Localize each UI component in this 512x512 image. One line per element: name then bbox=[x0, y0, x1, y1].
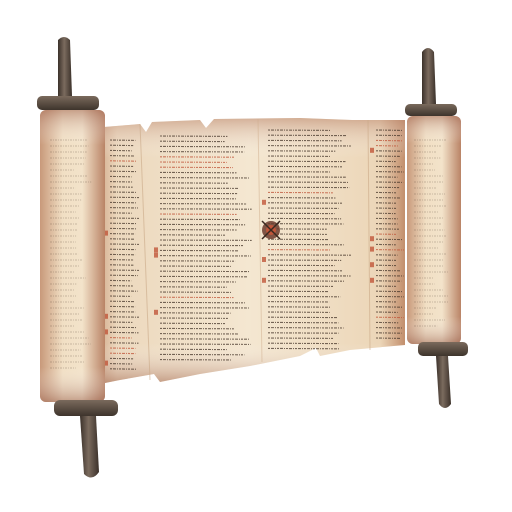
rubric-initial bbox=[262, 278, 266, 283]
right-bottom-handle bbox=[436, 356, 451, 408]
rubric-initial bbox=[370, 247, 374, 252]
rubric-initial bbox=[370, 278, 374, 283]
left-bottom-cap bbox=[54, 400, 118, 416]
parchment-sheet bbox=[92, 118, 405, 383]
illuminated-initial-icon bbox=[262, 221, 280, 239]
rubric-initial bbox=[154, 310, 158, 315]
right-bottom-cap bbox=[418, 342, 468, 356]
left-top-handle bbox=[58, 37, 72, 96]
left-bottom-handle bbox=[80, 416, 99, 478]
right-top-cap bbox=[405, 104, 457, 116]
rubric-initial bbox=[370, 148, 374, 153]
rubric-initial bbox=[262, 200, 266, 205]
right-top-handle bbox=[422, 48, 436, 104]
left-top-cap bbox=[37, 96, 99, 110]
rubric-initial bbox=[154, 247, 158, 252]
right-roller bbox=[405, 48, 468, 408]
rubric-initial bbox=[370, 262, 374, 267]
rubric-initial bbox=[370, 236, 374, 241]
rubric-initial bbox=[154, 253, 158, 258]
rubric-initial bbox=[262, 257, 266, 262]
